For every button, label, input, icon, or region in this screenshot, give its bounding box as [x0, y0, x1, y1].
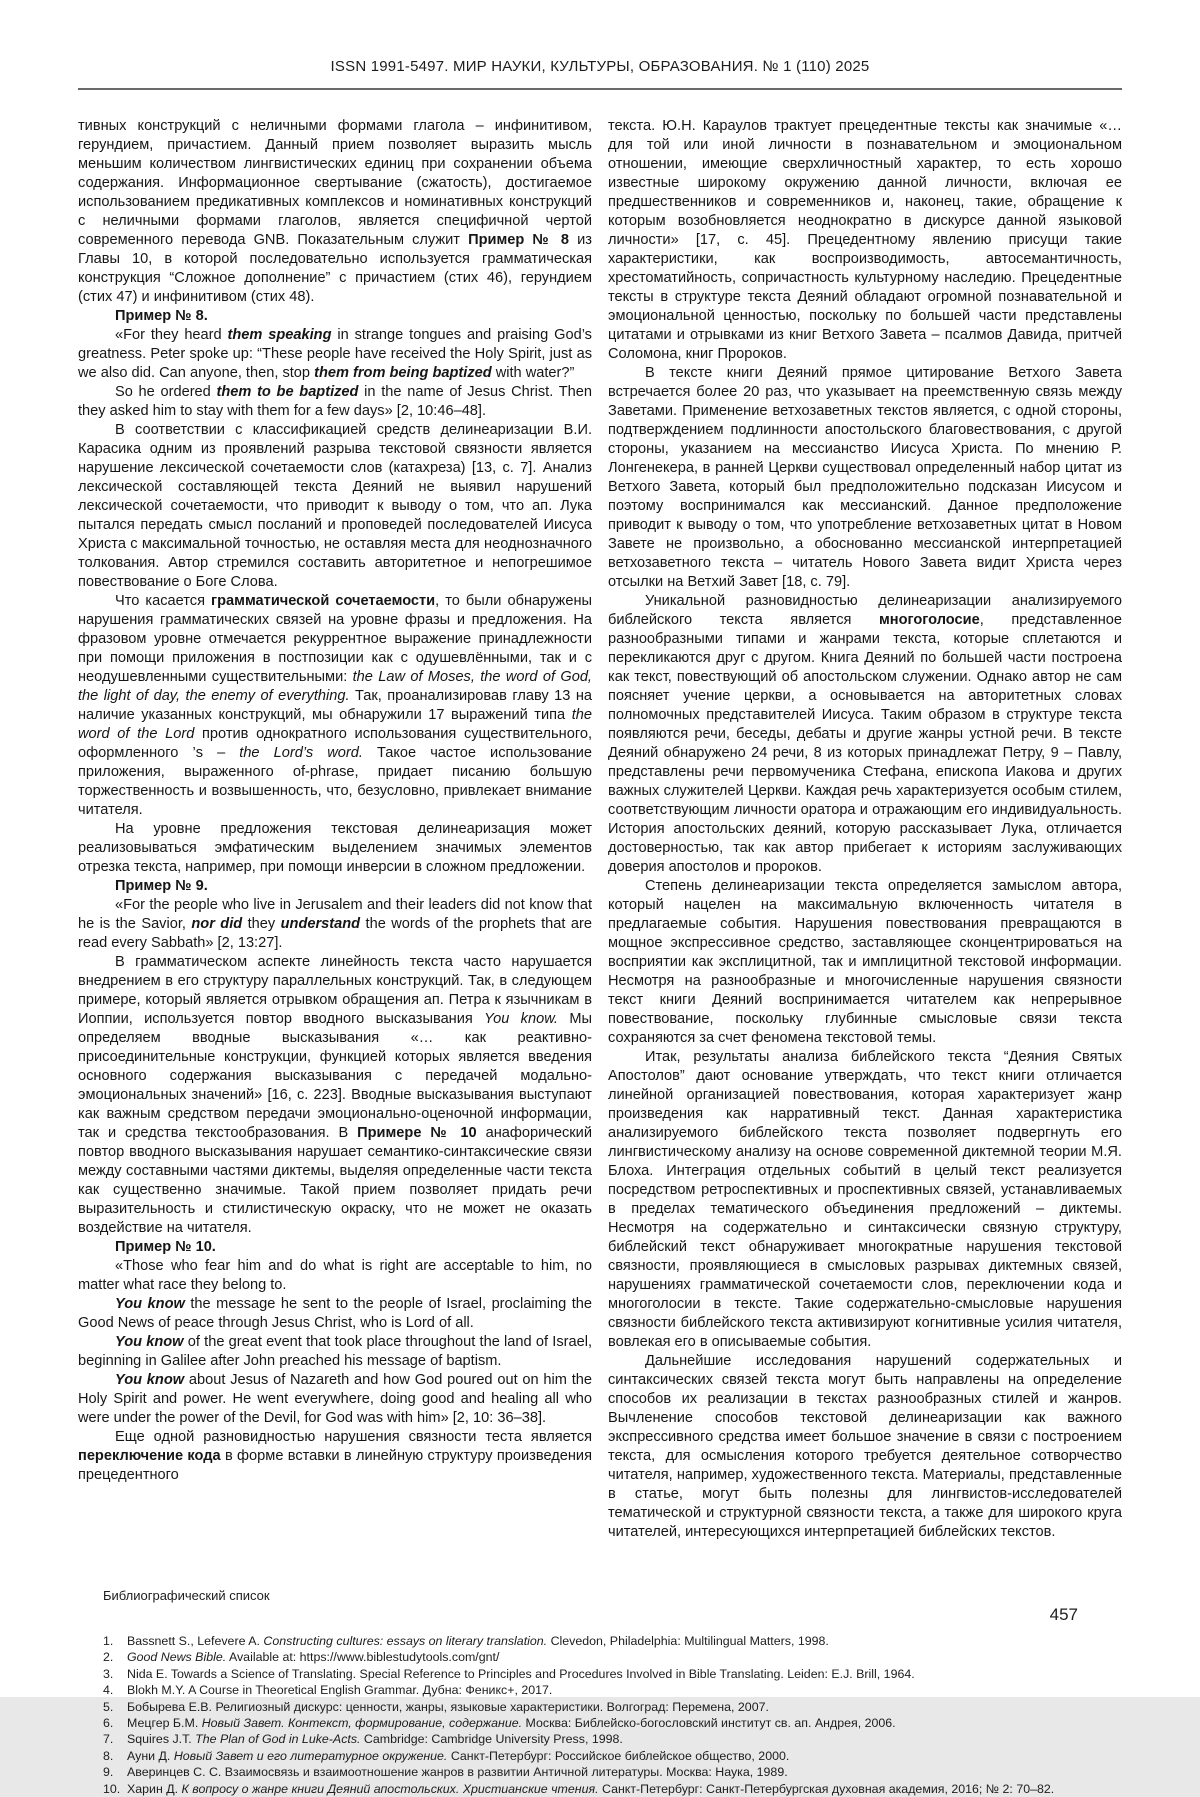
reference-text: Nida E. Towards a Science of Translating. Special Reference to Principles and Procedures Involved in Bible Translating. Leiden: E.J. Brill, 1964.	[127, 1666, 915, 1681]
example-heading	[78, 877, 592, 896]
example-heading	[78, 1238, 592, 1257]
reference-number: 8.	[103, 1748, 114, 1763]
reference-number: 9.	[103, 1765, 114, 1780]
paragraph: Итак, результаты анализа библейского текста “Деяния Святых Апостолов” дают основание утверждать, что текст книги отличается линейной организацией повествования, которая характеризует жанр произведения как нарративный текст. Данная характеристика анализируемого библейского текста позволяет подвергнуть его лингвистическому анализу на основе современной диктемной теории М.Я. Блоха. Интеграция отдельных событий в целый текст реализуется посредством ретроспективных и проспективных связей, устанавливаемых в пределах тематического объединения предложений – диктемы. Несмотря на содержательно и синтаксически связную структуру, библейский текст обнаруживает многократные нарушения текстовой связности, проявляющиеся в смысловых разрывах диктемных связей, нарушениях грамматической сочетаемости слов, переключении кода и многоголосии в тексте. Такие содержательно-смысловые нарушения связности библейского текста активизируют когнитивные усилия читателя, вовлекая его в описываемые события.	[608, 1049, 1122, 1350]
italic-text: the Lord’s word.	[239, 745, 363, 761]
bold-text: Пример № 9.	[115, 878, 208, 894]
paragraph: На уровне предложения текстовая делинеаризация может реализовываться эмфатическим выделением значимых элементов отрезка текста, например, при помощи инверсии в сложном предложении.	[78, 821, 592, 875]
italic-text: The Plan of God in Luke-Acts.	[195, 1732, 361, 1747]
reference-item	[78, 1715, 1122, 1731]
paragraph: You know about Jesus of Nazareth and how God poured out on him the Holy Spirit and power. He went everywhere, doing good and healing all who were under the power of the Devil, for God was with him» [2, 10: 36–38].	[78, 1372, 593, 1426]
bibliography-list	[78, 1633, 1122, 1797]
paragraph: «For they heard them speaking in strange tongues and praising God’s greatness. Peter spoke up: “These people have received the Holy Spirit, just as we also did. Can anyone, then, stop them from being baptized with water?”	[78, 327, 592, 381]
bold-italic-text: You know	[115, 1372, 185, 1388]
bold-text: Пример № 10.	[115, 1239, 216, 1255]
bold-italic-text: You know	[115, 1334, 184, 1350]
reference-text: Bassnett S., Lefevere A. Constructing cultures: essays on literary translation. Clevedon, Philadelphia: Multilingual Matters, 1998.	[127, 1634, 829, 1648]
reference-number: 10.	[103, 1781, 121, 1796]
paragraph: тивных конструкций с неличными формами глагола – инфинитивом, герундием, причастием. Данный прием позволяет выразить мысль меньшим количеством лингвистических единиц при сохранении объема содержания. Информационное свертывание (сжатость), достигаемое использованием предикативных комплексов и номинативных конструкций с неличными формами глаголов, является специфичной чертой современного перевода GNB. Показательным служит Пример № 8 из Главы 10, в которой последовательно используется грамматическая конструкция “Сложное дополнение” с причастием (стих 46), герундием (стих 47) и инфинитивом (стих 48).	[78, 118, 592, 305]
article-body	[78, 117, 1122, 1542]
reference-number: 4.	[103, 1683, 114, 1698]
italic-text: the Law of Moses, the word of God, the light of day, the enemy of everything.	[78, 669, 592, 704]
paragraph: В соответствии с классификацией средств делинеаризации В.И. Карасика одним из проявлений разрыва текстовой связности является нарушение лексической сочетаемости слов (катахреза) [13, с. 7]. Анализ лексической составляющей текста Деяний не выявил нарушений лексической сочетаемости, что приводит к выводу о том, что ап. Лука пытался передать смысл посланий и проповедей последователей Иисуса Христа с максимальной точностью, не оставляя места для неоднозначного толкования. Автор стремился составить авторитетное и непогрешимое повествование о Боге Слова.	[78, 422, 592, 590]
italic-text: Новый Завет. Контекст, формирование, содержание.	[201, 1716, 523, 1731]
paragraph: Степень делинеаризации текста определяется замыслом автора, который нацелен на максимальную включенность читателя в предлагаемые события. Нарушения повествования превращаются в мощное экспрессивное средство, заставляющее сконцентрироваться на восприятии как эксплицитной, так и имплицитной текстовой информации. Несмотря на разнообразные и многочисленные нарушения связности текст книги Деяний воспринимается читателем как непрерывное повествование, поскольку глубинные смысловые связи текста сохраняются за счет феномена текстовой темы.	[608, 878, 1122, 1046]
reference-item	[78, 1748, 1122, 1764]
reference-text: Ауни Д. Новый Завет и его литературное окружение. Санкт-Петербург: Российское библейское общество, 2000.	[127, 1748, 790, 1763]
paragraph: «Those who fear him and do what is right are acceptable to him, no matter what race they belong to.	[78, 1258, 592, 1293]
reference-number: 3.	[103, 1666, 114, 1681]
bold-italic-text: them to be baptized	[216, 384, 359, 400]
paragraph: «For the people who live in Jerusalem and their leaders did not know that he is the Savior, nor did they understand the words of the prophets that are read every Sabbath» [2, 13:27].	[78, 897, 592, 951]
italic-text: You know.	[484, 1011, 558, 1027]
bold-text: Примере № 10	[357, 1125, 477, 1141]
reference-item	[78, 1781, 1122, 1797]
reference-item	[78, 1682, 1122, 1698]
italic-text: Constructing cultures: essays on literary translation.	[263, 1634, 548, 1648]
bold-text: Пример № 8.	[115, 308, 208, 324]
bibliography-title: Библиографический список	[103, 1588, 270, 1603]
reference-item	[78, 1666, 1122, 1682]
paragraph: В грамматическом аспекте линейность текста часто нарушается внедрением в его структуру параллельных конструкций. Так, в следующем примере, который является отрывком обращения ап. Петра к язычникам в Иоппии, используется повтор вводного высказывания You know. Мы определяем вводные высказывания «… как реактивно-присоединительные конструкции, функцией которых является введения основного содержания высказывания с передачей модально-эмоциональных значений» [16, с. 223]. Вводные высказывания выступают как важным средством передачи эмоционально-оценочной информации, так и средства текстообразования. В Примере № 10 анафорический повтор вводного высказывания нарушает семантико-синтаксические связи между составными частями диктемы, выделяя определенные части текста как существенно значимые. Такой прием позволяет придать речи выразительность и стилистическую окраску, что не может не оказать воздействие на читателя.	[78, 954, 592, 1236]
bibliography-section	[78, 1588, 1122, 1797]
reference-text: Мецгер Б.М. Новый Завет. Контекст, формирование, содержание. Москва: Библейско-богословский институт св. ап. Андрея, 2006.	[127, 1716, 896, 1731]
paragraph: Что касается грамматической сочетаемости, то были обнаружены нарушения грамматических связей на уровне фразы и предложения. На фразовом уровне отмечается рекуррентное выражение принадлежности при помощи приложения в постпозиции как с одушевлёнными, так и с неодушевленными существительными: the Law of Moses, the word of God, the light of day, the enemy of everything. Так, проанализировав главу 13 на наличие указанных конструкций, мы обнаружили 17 выражений типа the word of the Lord против однократного использования существительного, оформленного ’s – the Lord’s word. Такое частое использование приложения, выраженного of-phrase, придает писанию большую торжественность и возвышенность, что, безусловно, привлекает внимание читателя.	[78, 593, 593, 818]
reference-item	[78, 1649, 1122, 1665]
reference-text: Аверинцев С. С. Взаимосвязь и взаимоотношение жанров в развитии Античной литературы. Москва: Наука, 1989.	[127, 1765, 788, 1780]
example-heading	[78, 307, 592, 326]
bold-text: многоголосие	[878, 612, 980, 628]
bold-italic-text: them from being baptized	[314, 365, 492, 381]
reference-number: 6.	[103, 1716, 114, 1731]
right-column	[608, 117, 1122, 1542]
reference-text: Бобырева Е.В. Религиозный дискурс: ценности, жанры, языковые характеристики. Волгоград: Перемена, 2007.	[127, 1699, 769, 1714]
paragraph: В тексте книги Деяний прямое цитирование Ветхого Завета встречается более 20 раз, что указывает на преемственную связь между Заветами. Применение ветхозаветных текстов является, с одной стороны, подтверждением подлинности апостольского благовествования, с другой стороны, указанием на мессианство Иисуса Христа. По мнению Р. Лонгенекера, в ранней Церкви существовал определенный набор цитат из Ветхого Завета, который был предположительно подсказан Иисусом и поэтому воспринимался как мессианский. Данное предположение приводит к выводу о том, что употребление ветхозаветных цитат в Новом Завете не произвольно, а обоснованно мессианской интерпретацией ветхозаветного текста – читатель Нового Завета видит Христа через отсылки на Ветхий Завет [18, с. 79].	[608, 365, 1122, 590]
reference-item	[78, 1764, 1122, 1780]
paragraph: Уникальной разновидностью делинеаризации анализируемого библейского текста является многоголосие, представленное разнообразными типами и жанрами текста, которые сплетаются и перекликаются друг с другом. Книга Деяний по большей части построена как текст, повествующий об апостольском служении. Однако автор не сам поясняет учение церкви, а основывается на авторитетных словах полномочных представителей Иисуса. Таким образом в структуре текста появляются речи, беседы, дебаты и другие жанры устной речи. В тексте Деяний обнаружено 24 речи, 8 из которых принадлежат Петру, 9 – Павлу, представлены речи первомученика Стефана, епископа Иакова и других важных служителей Церкви. Каждая речь характеризуется особым стилем, соответствующим личности оратора и отражающим его индивидуальность. История апостольских деяний, которую рассказывает Лука, отличается достоверностью, так как автор прибегает к историям заслуживающих доверия апостолов и пророков.	[608, 593, 1123, 875]
paragraph: текста. Ю.Н. Караулов трактует прецедентные тексты как значимые «…для той или иной личности в познавательном и эмоциональном отношении, имеющие сверхличностный характер, то есть хорошо известные широкому окружению данной личности, включая ее предшественников и современников и, наконец, такие, обращение к которым возобновляется неоднократно в дискурсе данной языковой личности» [17, с. 45]. Прецедентному явлению присущи такие характеристики, как воспроизводимость, автосемантичность, хрестоматийность, сопричастность культурному наследию. Прецедентные тексты в структуре текста Деяний обладают огромной познавательной и эмоциональной ценностью, поскольку по большей части представлены цитатами и отрывками из книг Ветхого Завета – псалмов Давида, притчей Соломона, книг Пророков.	[608, 118, 1122, 362]
italic-text: Good News Bible.	[127, 1650, 227, 1665]
paragraph: Дальнейшие исследования нарушений содержательных и синтаксических связей текста могут быть направлены на определение способов их реализации в текстах разнообразных стилей и жанров. Вычленение способов текстовой делинеаризации как важного экспрессивного средства имеет большое значение в связи с построением текста, для осмысления которого требуется деятельное сотворчество читателя, например, художественного текста. Материалы, представленные в статье, могут быть полезны для лингвистов-исследователей тематической и структурной связности текста, а также для широкого круга читателей, интересующихся интерпретацией библейских текстов.	[608, 1353, 1122, 1540]
page-header	[78, 58, 1122, 90]
journal-issn-line: ISSN 1991-5497. МИР НАУКИ, КУЛЬТУРЫ, ОБРАЗОВАНИЯ. № 1 (110) 2025	[330, 58, 870, 75]
bold-italic-text: them speaking	[227, 327, 332, 343]
bold-italic-text: nor did	[191, 916, 243, 932]
italic-text: Новый Завет и его литературное окружение.	[173, 1748, 448, 1763]
reference-text: Squires J.T. The Plan of God in Luke-Acts. Cambridge: Cambridge University Press, 1998.	[127, 1732, 623, 1747]
reference-number: 1.	[103, 1634, 114, 1648]
reference-item	[78, 1731, 1122, 1747]
bold-italic-text: understand	[280, 916, 361, 932]
reference-text: Blokh M.Y. A Course in Theoretical English Grammar. Дубна: Феникс+, 2017.	[127, 1683, 553, 1698]
paragraph: So he ordered them to be baptized in the name of Jesus Christ. Then they asked him to stay with them for a few days» [2, 10:46–48].	[78, 384, 592, 419]
page-number: 457	[1049, 1605, 1078, 1624]
italic-text: К вопросу о жанре книги Деяний апостольских. Христианские чтения.	[181, 1781, 599, 1796]
paragraph: Еще одной разновидностью нарушения связности теста является переключение кода в форме вставки в линейную структуру произведения прецедентного	[78, 1429, 592, 1483]
reference-number: 2.	[103, 1650, 114, 1665]
reference-text: Good News Bible. Available at: https://www.biblestudytools.com/gnt/	[127, 1650, 500, 1665]
bold-text: грамматической сочетаемости	[211, 593, 436, 609]
reference-item	[78, 1699, 1122, 1715]
reference-text: Харин Д. К вопросу о жанре книги Деяний апостольских. Христианские чтения. Санкт-Петербург: Санкт-Петербургская духовная академия, 2016; № 2: 70–82.	[127, 1781, 1055, 1796]
bold-italic-text: You know	[115, 1296, 185, 1312]
bold-text: Пример № 8	[468, 232, 570, 248]
left-column	[78, 117, 592, 1542]
paragraph: You know of the great event that took place throughout the land of Israel, beginning in Galilee after John preached his message of baptism.	[78, 1334, 593, 1369]
bold-text: переключение кода	[78, 1448, 221, 1464]
reference-item	[78, 1633, 1122, 1649]
paragraph: You know the message he sent to the people of Israel, proclaiming the Good News of peace through Jesus Christ, who is Lord of all.	[78, 1296, 592, 1331]
italic-text: the word of the Lord	[78, 707, 592, 742]
reference-number: 5.	[103, 1699, 114, 1714]
reference-number: 7.	[103, 1732, 114, 1747]
